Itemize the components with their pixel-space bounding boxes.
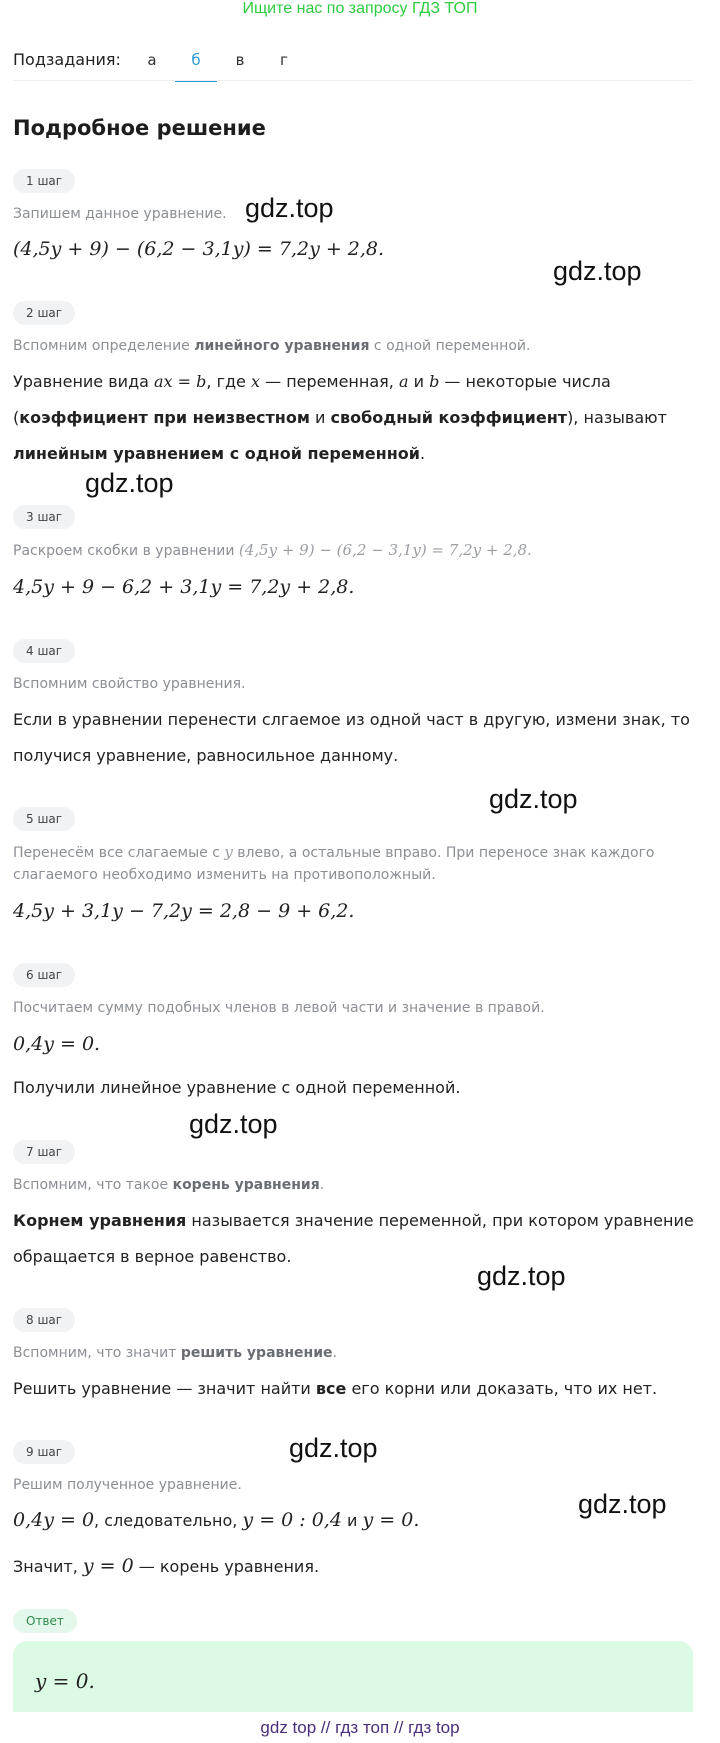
step-hint: Вспомним, что значит решить уравнение. [13,1345,337,1361]
step-formula [13,900,354,922]
step-badge: 4 шаг [13,639,75,663]
step-badge: 2 шаг [13,301,75,325]
step-badge: 5 шаг [13,807,75,831]
watermark: gdz.top [477,1261,566,1291]
step-badge: 3 шаг [13,505,75,529]
step-text: Получили линейное уравнение с одной переменной. [13,1078,461,1097]
step-hint: Вспомним, что такое корень уравнения. [13,1177,325,1193]
watermark: gdz.top [489,784,578,814]
search-banner: Ищите нас по запросу ГДЗ ТОП [242,0,478,17]
step-badge: 6 шаг [13,963,75,987]
formula-text: 0,4y = 0. [13,1033,101,1055]
subtasks-label: Подзадания: [13,50,121,69]
formula-text: 4,5y + 9 − 6,2 + 3,1y = 7,2y + 2,8. [13,576,355,598]
step-formula [13,1033,100,1055]
step-hint: Раскроем скобки в уравнении (4,5y + 9) − (6,2 − 3,1y) = 7,2y + 2,8. [13,541,532,559]
tabs-divider [13,80,693,81]
step-badge: 1 шаг [13,169,75,193]
step-badge: 8 шаг [13,1308,75,1332]
step-text: 0,4y = 0, следовательно, y = 0 : 0,4 и y = 0. [13,1509,420,1531]
step-hint: Вспомним определение линейного уравнения с одной переменной. [13,338,531,354]
step-hint: Решим полученное уравнение. [13,1477,242,1493]
subtasks-bar [13,42,693,82]
step-hint: Вспомним свойство уравнения. [13,676,246,692]
step-formula [13,238,384,260]
watermark: gdz.top [85,468,174,498]
watermark: gdz.top [189,1109,278,1139]
step-badge: 7 шаг [13,1140,75,1164]
formula-text: 4,5y + 3,1y − 7,2y = 2,8 − 9 + 6,2. [13,900,355,922]
answer-badge: Ответ [13,1609,77,1633]
watermark: gdz.top [578,1489,667,1519]
answer-formula: y = 0. [35,1669,95,1693]
watermark: gdz.top [245,193,334,223]
tab-v[interactable]: в [235,51,245,69]
step-hint: Посчитаем сумму подобных членов в левой части и значение в правой. [13,1000,545,1016]
tab-g[interactable]: г [280,51,288,69]
step-text: Корнем уравнения называется значение переменной, при котором уравнение обращается в верное равенство. [13,1211,694,1266]
formula-text: (4,5y + 9) − (6,2 − 3,1y) = 7,2y + 2,8. [13,238,385,260]
step-text: Уравнение вида ax = b, где x — переменная, a и b — некоторые числа (коэффициент при неизвестном и свободный коэффициент), называют линейным уравнением с одной переменной. [13,372,667,463]
step-conclusion: Значит, y = 0 — корень уравнения. [13,1555,320,1577]
step-badge: 9 шаг [13,1440,75,1464]
tab-a[interactable]: а [147,51,157,69]
tab-b[interactable]: б [175,42,217,82]
page-title: Подробное решение [13,116,266,140]
watermark: gdz.top [289,1433,378,1463]
footer-links: gdz top // гдз топ // гдз top [0,1712,720,1743]
step-text: Решить уравнение — значит найти все его корни или доказать, что их нет. [13,1379,658,1398]
watermark: gdz.top [553,256,642,286]
step-text: Если в уравнении перенести слгаемое из одной част в другую, измени знак, то получися уравнение, равносильное данному. [13,710,690,765]
step-hint: Запишем данное уравнение. [13,206,227,222]
step-formula [13,576,354,598]
step-hint: Перенесём все слагаемые с y влево, а остальные вправо. При переносе знак каждого слагаемого необходимо изменить на противоположный. [13,843,655,883]
